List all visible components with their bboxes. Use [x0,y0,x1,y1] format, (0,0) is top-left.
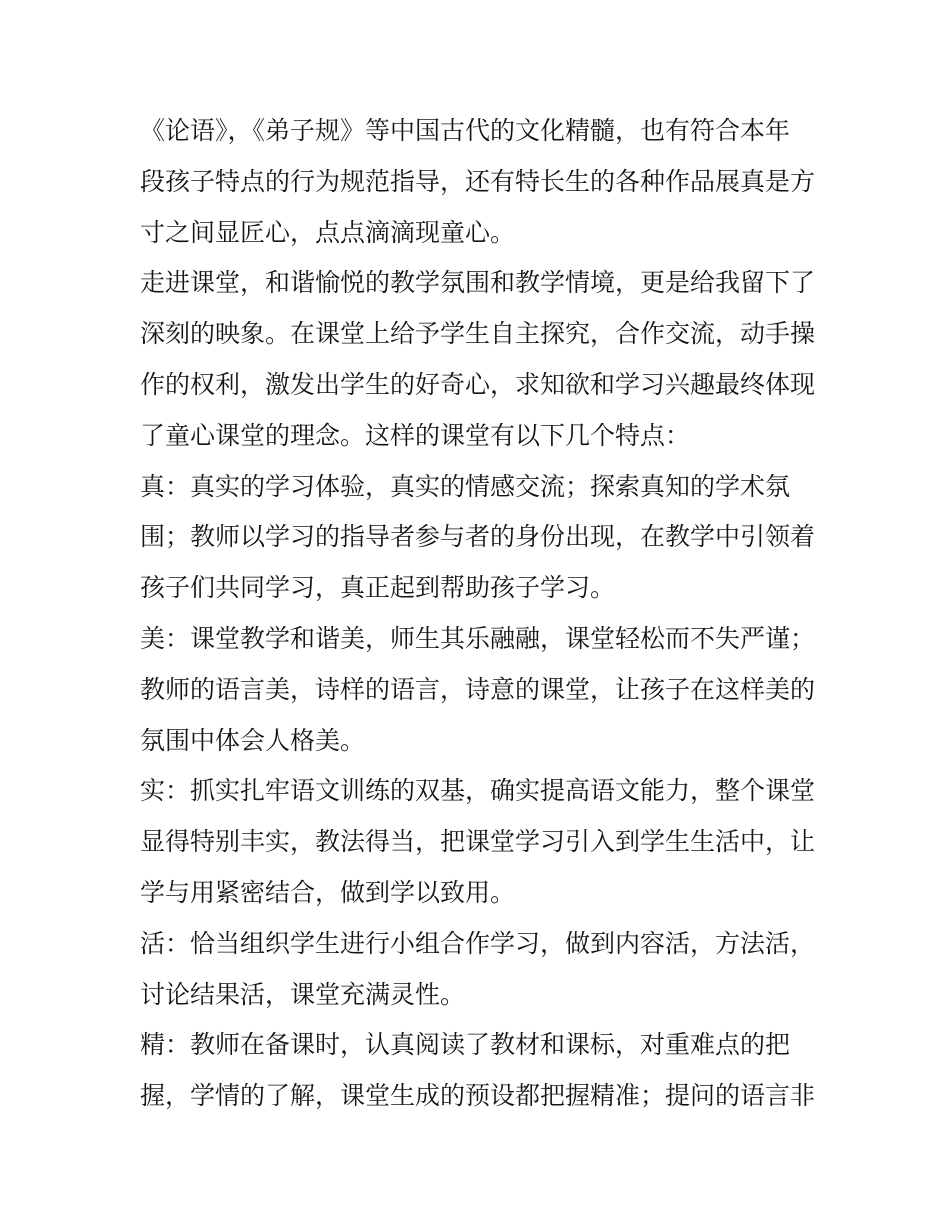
paragraph-classics [140,106,820,258]
text-line: 真：真实的学习体验，真实的情感交流；探索真知的学术氛 [140,471,791,501]
text-line: 《论语》，《弟子规》等中国古代的文化精髓，也有符合本年 [140,116,791,145]
text-line: 寸之间显匠心，点点滴滴现童心。 [140,217,516,247]
text-line: 美：课堂教学和谐美，师生其乐融融，课堂轻松而不失严谨； [140,623,816,653]
text-line: 讨论结果活，课堂充满灵性。 [140,979,466,1009]
text-line: 作的权利，激发出学生的好奇心，求知欲和学习兴趣最终体现 [140,369,816,399]
text-line: 孩子们共同学习，真正起到帮助孩子学习。 [140,573,616,603]
text-line: 教师的语言美，诗样的语言，诗意的课堂，让孩子在这样美的 [140,674,816,704]
text-line: 握，学情的了解，课堂生成的预设都把握精准；提问的语言非 [140,1081,816,1111]
paragraph-shi [140,766,820,918]
paragraph-zhen [140,462,820,614]
text-line: 段孩子特点的行为规范指导，还有特长生的各种作品展真是方 [140,166,816,196]
text-line: 学与用紧密结合，做到学以致用。 [140,877,516,907]
text-line: 氛围中体会人格美。 [140,725,366,755]
text-line: 实：抓实扎牢语文训练的双基，确实提高语文能力，整个课堂 [140,776,816,806]
text-line: 了童心课堂的理念。这样的课堂有以下几个特点： [140,420,691,450]
text-line: 精：教师在备课时，认真阅读了教材和课标，对重难点的把 [140,1030,791,1060]
text-line: 显得特别丰实，教法得当，把课堂学习引入到学生生活中，让 [140,827,816,857]
text-line: 围；教师以学习的指导者参与者的身份出现，在教学中引领着 [140,522,816,552]
text-line: 深刻的映象。在课堂上给予学生自主探究，合作交流，动手操 [140,319,816,349]
text-line: 活：恰当组织学生进行小组合作学习，做到内容活，方法活， [140,928,816,958]
paragraph-mei [140,614,820,766]
paragraph-huo [140,919,820,1021]
paragraph-classroom [140,258,820,461]
text-line: 走进课堂，和谐愉悦的教学氛围和教学情境，更是给我留下了 [140,268,816,298]
document-body [140,106,820,1122]
paragraph-jing [140,1020,820,1122]
